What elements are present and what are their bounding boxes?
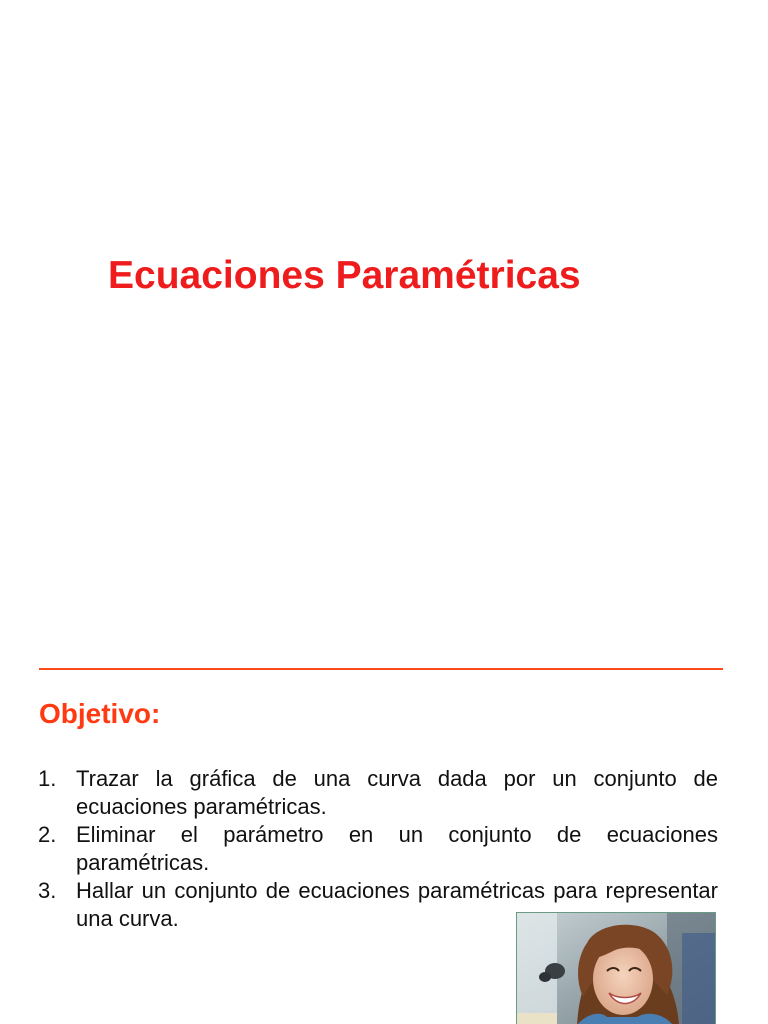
list-item-text: Eliminar el parámetro en un conjunto de ecuaciones paramétricas.: [76, 822, 718, 875]
student-photo: [516, 912, 716, 1024]
objective-heading: Objetivo:: [39, 698, 161, 729]
list-item-text: Trazar la gráfica de una curva dada por un conjunto de ecuaciones paramétricas.: [76, 766, 718, 819]
list-item-number: 1.: [38, 766, 57, 791]
slide-title: Ecuaciones Paramétricas: [108, 254, 581, 297]
objectives-list: [38, 765, 718, 933]
smiling-student-illustration: [517, 913, 715, 1024]
section-divider: [39, 668, 723, 670]
list-item: [38, 765, 718, 821]
list-item-text: Hallar un conjunto de ecuaciones paramétricas para representar una curva.: [76, 878, 718, 931]
list-item: [38, 821, 718, 877]
list-item-number: 3.: [38, 878, 57, 903]
list-item-number: 2.: [38, 822, 57, 847]
